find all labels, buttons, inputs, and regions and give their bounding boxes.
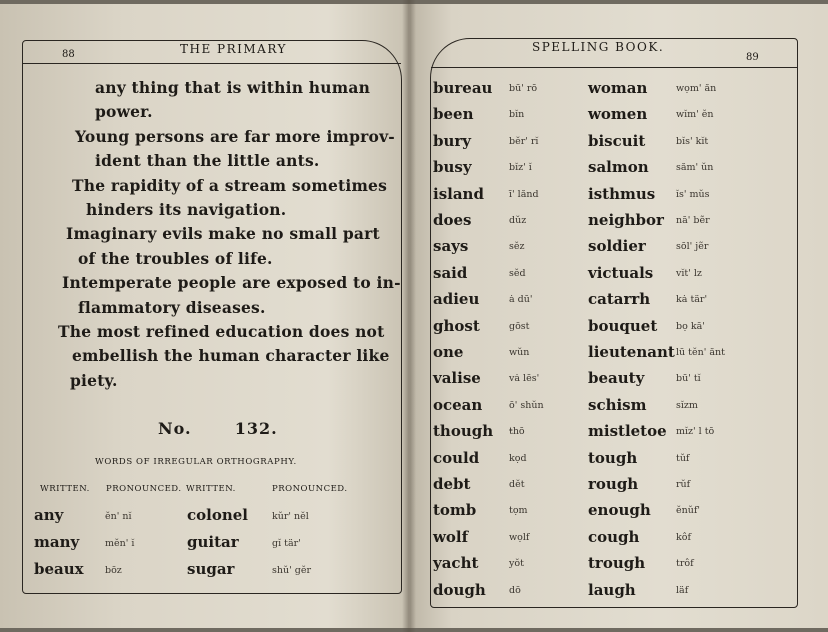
pronunciation: kôf [676,531,691,543]
pronunciation: ĕnŭf' [676,505,700,517]
spelling-word: lieutenant [588,343,675,361]
pronunciation: kọd [509,452,527,464]
spelling-word: valise [433,369,481,388]
pronunciation: bōz [105,565,122,576]
pronunciation: dĕt [509,479,525,490]
prose-line: power. [95,102,153,122]
spelling-word: schism [588,395,647,414]
spelling-word: does [433,211,472,229]
spelling-word: though [433,422,494,441]
right-page-number: 89 [746,52,759,63]
spelling-word: tomb [433,501,477,520]
pronunciation: mĕn' ĭ [105,538,135,549]
prose-line: The rapidity of a stream sometimes [72,175,388,195]
book-gutter [402,0,416,632]
prose-line: of the troubles of life. [78,248,273,268]
written-word: beaux [34,560,84,578]
spelling-word: salmon [588,158,649,177]
pronunciation: ō' shŭn [509,399,544,411]
lesson-subtitle: WORDS OF IRREGULAR ORTHOGRAPHY. [95,457,297,467]
pronunciation: wọlf [509,531,530,543]
pronunciation: bĭn [509,109,525,121]
pronunciation: wĭm' ĕn [676,109,714,121]
pronunciation: wŭn [509,347,530,358]
pronunciation: kŭr' nĕl [272,511,309,522]
prose-line: any thing that is within human [95,78,371,97]
written-word: guitar [187,533,239,551]
pronunciation: sĕz [509,241,525,253]
pronunciation: bĕr' rĭ [509,135,539,147]
lesson-label: No. [158,419,192,438]
spelling-word: debt [433,475,471,493]
pronunciation: ĭs' mŭs [676,188,710,200]
spelling-word: dough [433,580,486,599]
pronunciation: vȧ lēs' [509,373,540,385]
pronunciation: shŭ' gĕr [272,565,311,576]
spelling-word: laugh [588,580,636,599]
spelling-word: biscuit [588,131,646,150]
pronunciation: ȧ dū' [509,294,533,306]
spelling-word: enough [588,501,651,520]
spelling-word: said [433,263,468,282]
spelling-word: bureau [433,79,493,97]
written-word: any [34,506,64,524]
right-header-rule [431,67,797,68]
spelling-word: women [588,105,648,124]
pronunciation: vĭt' lz [676,267,702,279]
spelling-word: bouquet [588,316,658,335]
prose-line: embellish the human character like [72,346,390,366]
spelling-word: trough [588,554,646,573]
left-running-head: THE PRIMARY [180,42,287,56]
spelling-word: wolf [433,527,469,546]
spelling-word: woman [588,79,648,97]
lesson-number: 132. [234,419,278,438]
pronunciation: bĭz' ĭ [509,162,532,174]
column-header-written-2: WRITTEN. [186,484,236,494]
spelling-word: neighbor [588,211,664,229]
pronunciation: sōl' jẽr [676,241,709,253]
pronunciation: ŧhō [509,426,525,438]
spelling-word: adieu [433,290,480,309]
left-header-rule [23,63,401,64]
column-header-written-1: WRITTEN. [40,484,90,494]
spelling-word: yacht [433,554,479,573]
pronunciation: kȧ tär' [676,294,708,306]
pronunciation: tọm [509,505,528,517]
prose-line: The most refined education does not [58,322,385,342]
pronunciation: trôf [676,558,694,570]
pronunciation: nā' bẽr [676,215,710,226]
spelling-word: bury [433,131,472,150]
pronunciation: rŭf [676,479,691,490]
pronunciation: yŏt [509,558,524,570]
spelling-word: ocean [433,395,483,414]
spelling-word: busy [433,158,472,177]
lesson-heading [158,419,278,438]
spelling-word: cough [588,527,640,546]
spelling-word: rough [588,475,639,493]
prose-line: Young persons are far more improv- [75,126,395,146]
prose-line: hinders its navigation. [86,200,287,220]
prose-sentences [0,76,401,393]
spelling-word: island [433,184,484,203]
pronunciation: bū' rō [509,83,538,94]
right-running-head: SPELLING BOOK. [532,40,665,54]
pronunciation: tŭf [676,452,690,464]
prose-line: flammatory diseases. [78,297,266,317]
spelling-word: could [433,448,480,467]
written-word: many [34,533,80,551]
pronunciation: dŭz [509,215,527,226]
prose-line: Imaginary evils make no small part [66,224,380,244]
spelling-word: victuals [588,263,654,282]
pronunciation: bĭs' kĭt [676,135,709,147]
left-page-number: 88 [62,49,75,60]
pronunciation: dō [509,584,521,596]
spelling-word: catarrh [588,290,651,309]
pronunciation: sĕd [509,267,526,279]
spelling-word: isthmus [588,184,656,203]
pronunciation: sĭzm [676,399,698,411]
spelling-word: says [433,237,469,256]
prose-line: piety. [70,370,118,390]
pronunciation: bọ kā' [676,320,705,332]
spelling-word: mistletoe [588,422,667,441]
prose-line: Intemperate people are exposed to in- [62,273,401,293]
spelling-word: been [433,105,474,124]
pronunciation: ī' lănd [509,188,539,200]
pronunciation: läf [676,584,689,596]
pronunciation: gōst [509,320,530,332]
prose-line: ident than the little ants. [95,151,320,171]
spelling-word: beauty [588,369,645,388]
written-word: sugar [187,560,235,578]
pronunciation: gĭ tär' [272,538,301,549]
spelling-word: ghost [433,316,480,335]
column-header-pronounced-1: PRONOUNCED. [106,484,182,494]
pronunciation: mĭz' l tō [676,426,715,438]
pronunciation: ĕn' nĭ [105,511,132,522]
pronunciation: bū' tĭ [676,373,701,385]
spelling-word: soldier [588,237,646,256]
written-word: colonel [187,506,248,524]
spelling-word: tough [588,448,638,467]
pronunciation: wọm' ăn [676,83,717,94]
spelling-word: one [433,343,464,361]
pronunciation: săm' ŭn [676,162,714,174]
pronunciation: lū tĕn' ănt [676,347,725,358]
column-header-pronounced-2: PRONOUNCED. [272,484,348,494]
